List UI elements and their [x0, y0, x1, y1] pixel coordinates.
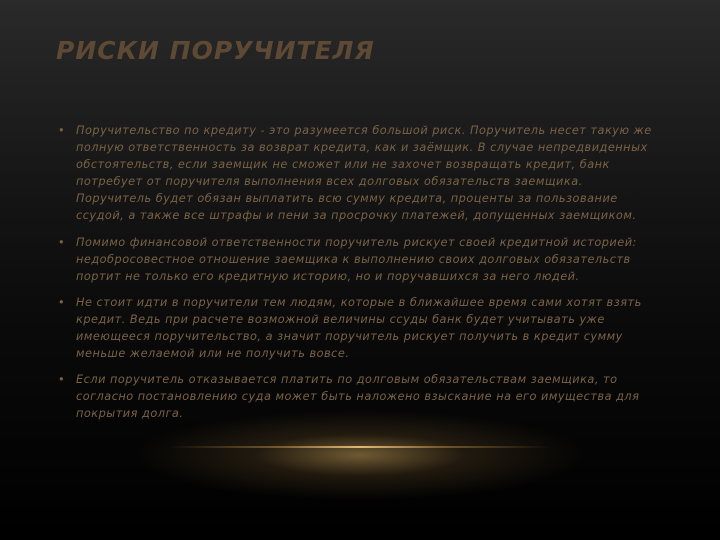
bullet-item: [58, 122, 658, 225]
slide-title: РИСКИ ПОРУЧИТЕЛЯ: [56, 36, 375, 65]
bullet-list: [58, 122, 658, 432]
bullet-marker: •: [58, 235, 66, 249]
bullet-item: [58, 294, 658, 362]
bullet-marker: •: [58, 373, 66, 387]
bullet-text: Если поручитель отказывается платить по долговым обязательствам заемщика, то согласно постановлению суда может быть наложено взыскание на его имущества для покрытия долга.: [76, 373, 640, 421]
decorative-glow-line: [170, 446, 550, 448]
bullet-marker: •: [58, 124, 66, 137]
bullet-marker: •: [58, 295, 66, 309]
bullet-item: [58, 234, 658, 285]
bullet-text: Не стоит идти в поручители тем людям, которые в ближайшее время сами хотят взять кредит. Ведь при расчете возможной величины ссуды банк будет учитывать уже имеющееся поручительство, а значит поручитель рискует получить в кредит сумму меньше желаемой или не получить вовсе.: [76, 295, 642, 361]
bullet-item: [58, 371, 658, 422]
bullet-text: Поручительство по кредиту - это разумеется большой риск. Поручитель несет такую же полную ответственность за возврат кредита, как и заёмщик. В случае непредвиденных обстоятельств, если заемщик не сможет или не захочет возвращать кредит, банк потребует от поручителя выполнения всех долговых обязательств заемщика. Поручитель будет обязан выплатить всю сумму кредита, проценты за пользование ссудой, а также все штрафы и пени за просрочку платежей, допущенных заемщиком.: [76, 124, 652, 223]
bullet-text: Помимо финансовой ответственности поручитель рискует своей кредитной историей: недобросовестное отношение заемщика к выполнению своих долговых обязательств портит не только его кредитную историю, но и поручавшихся за него людей.: [76, 235, 637, 283]
